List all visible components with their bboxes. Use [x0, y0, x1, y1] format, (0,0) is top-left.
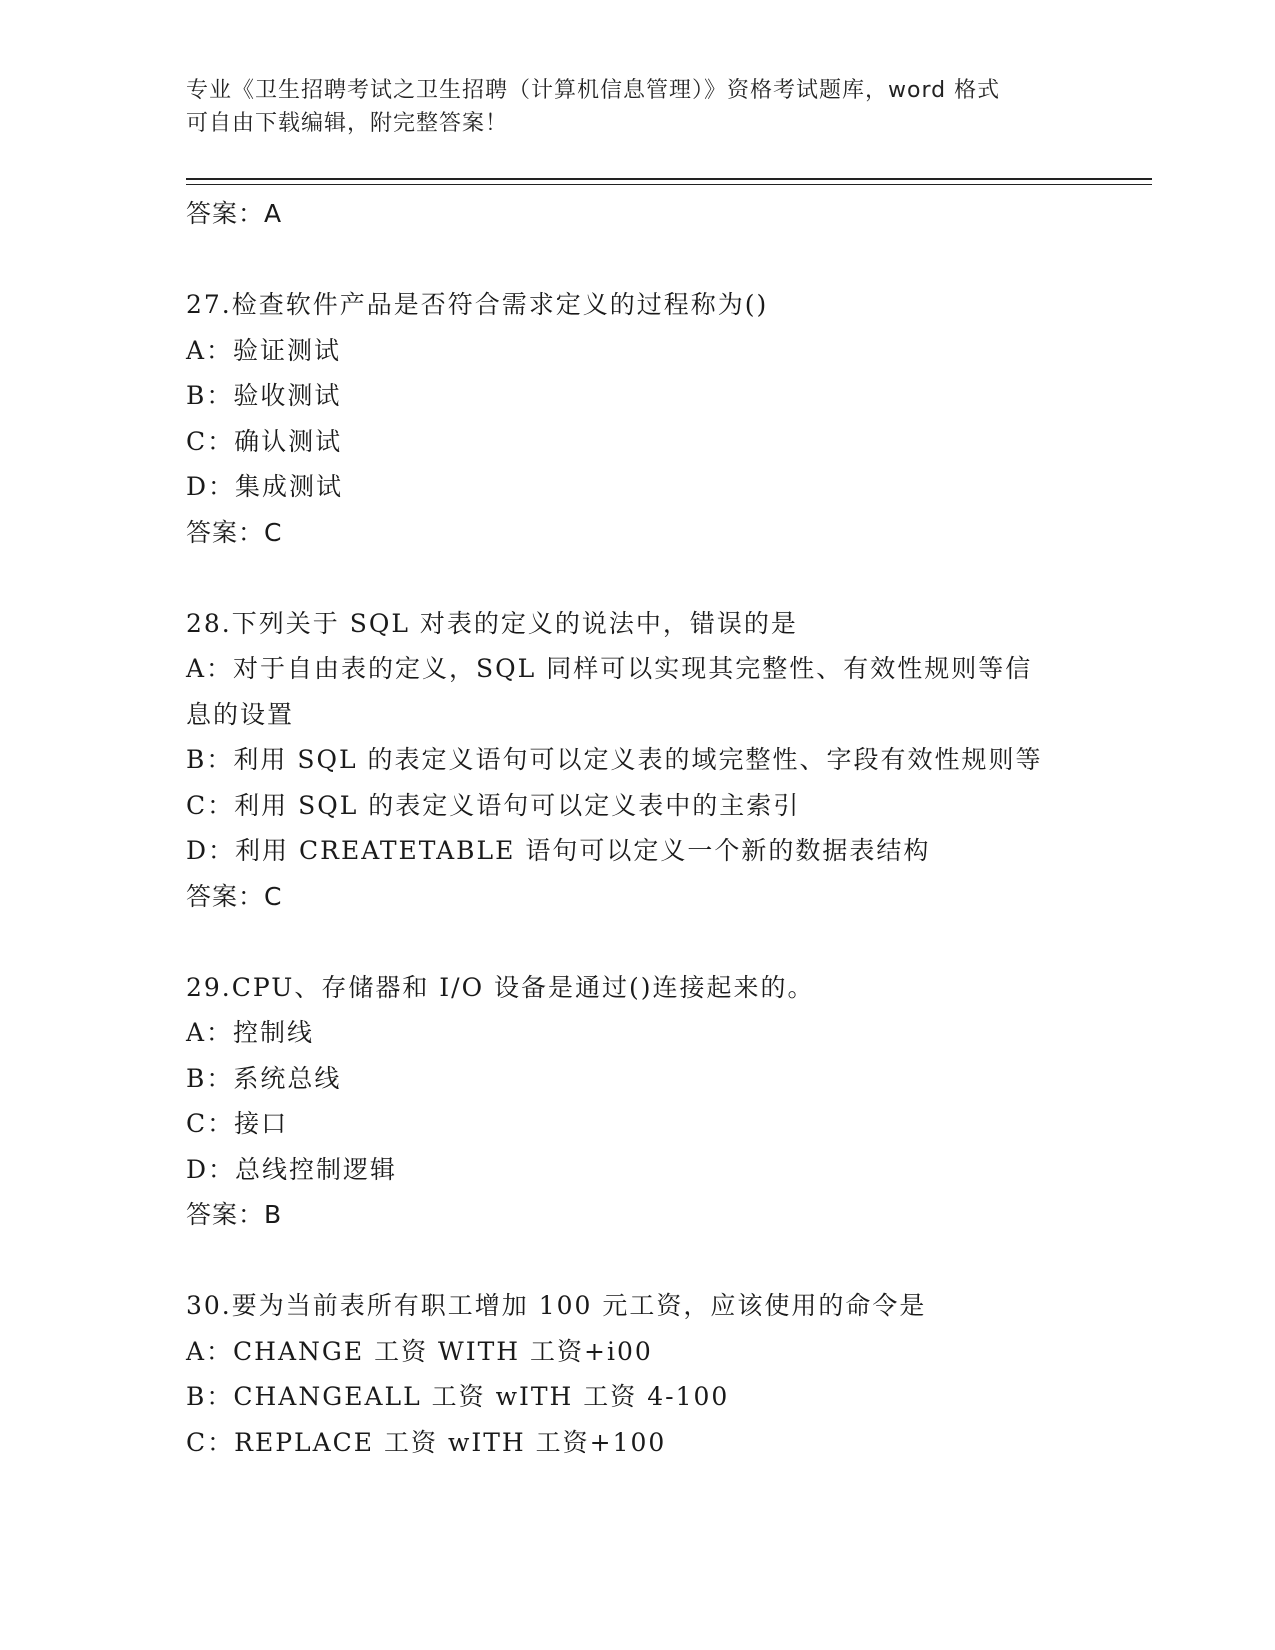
- question-stem: 28.下列关于 SQL 对表的定义的说法中，错误的是: [186, 608, 798, 638]
- option-d: D：利用 CREATETABLE 语句可以定义一个新的数据表结构: [186, 836, 931, 865]
- option-a: A：对于自由表的定义，SQL 同样可以实现其完整性、有效性规则等信: [186, 654, 1033, 683]
- option-b: B：系统总线: [186, 1063, 342, 1093]
- option-a-continued: 息的设置: [186, 699, 295, 729]
- option-a: A：CHANGE 工资 WITH 工资+i00: [186, 1336, 653, 1366]
- option-c: C：接口: [186, 1109, 289, 1138]
- spacer: [186, 1238, 1086, 1284]
- answer: 答案：B: [186, 1200, 283, 1229]
- question-29: [186, 965, 1086, 1238]
- question-28: [186, 601, 1086, 920]
- question-stem: 27.检查软件产品是否符合需求定义的过程称为(): [186, 290, 769, 319]
- option-d: D：集成测试: [186, 472, 344, 501]
- spacer: [186, 555, 1086, 601]
- header-line-2: 可自由下载编辑，附完整答案！: [186, 111, 509, 136]
- option-b: B：CHANGEALL 工资 wITH 工资 4-100: [186, 1382, 730, 1411]
- option-d: D：总线控制逻辑: [186, 1154, 398, 1184]
- question-stem: 29.CPU、存储器和 I/O 设备是通过()连接起来的。: [186, 972, 815, 1002]
- header-line-1: 专业《卫生招聘考试之卫生招聘（计算机信息管理）》资格考试题库，word 格式: [186, 78, 1001, 103]
- question-30: [186, 1283, 1086, 1465]
- option-c: C：利用 SQL 的表定义语句可以定义表中的主索引: [186, 790, 801, 820]
- spacer: [186, 919, 1086, 965]
- answer: 答案：C: [186, 517, 283, 547]
- question-27: [186, 282, 1086, 555]
- spacer: [186, 237, 1086, 283]
- option-c: C：REPLACE 工资 wITH 工资+100: [186, 1427, 667, 1457]
- header-divider-thick: [186, 178, 1152, 180]
- header-divider-thin: [186, 184, 1152, 185]
- option-a: A：控制线: [186, 1018, 315, 1047]
- option-b: B：利用 SQL 的表定义语句可以定义表的域完整性、字段有效性规则等: [186, 745, 1043, 774]
- question-list: [186, 191, 1086, 1465]
- question-stem: 30.要为当前表所有职工增加 100 元工资，应该使用的命令是: [186, 1291, 927, 1320]
- previous-answer: 答案：A: [186, 199, 283, 228]
- option-c: C：确认测试: [186, 426, 343, 456]
- option-a: A：验证测试: [186, 335, 342, 365]
- option-b: B：验收测试: [186, 381, 342, 410]
- document-header: [186, 74, 1066, 140]
- answer: 答案：C: [186, 881, 283, 911]
